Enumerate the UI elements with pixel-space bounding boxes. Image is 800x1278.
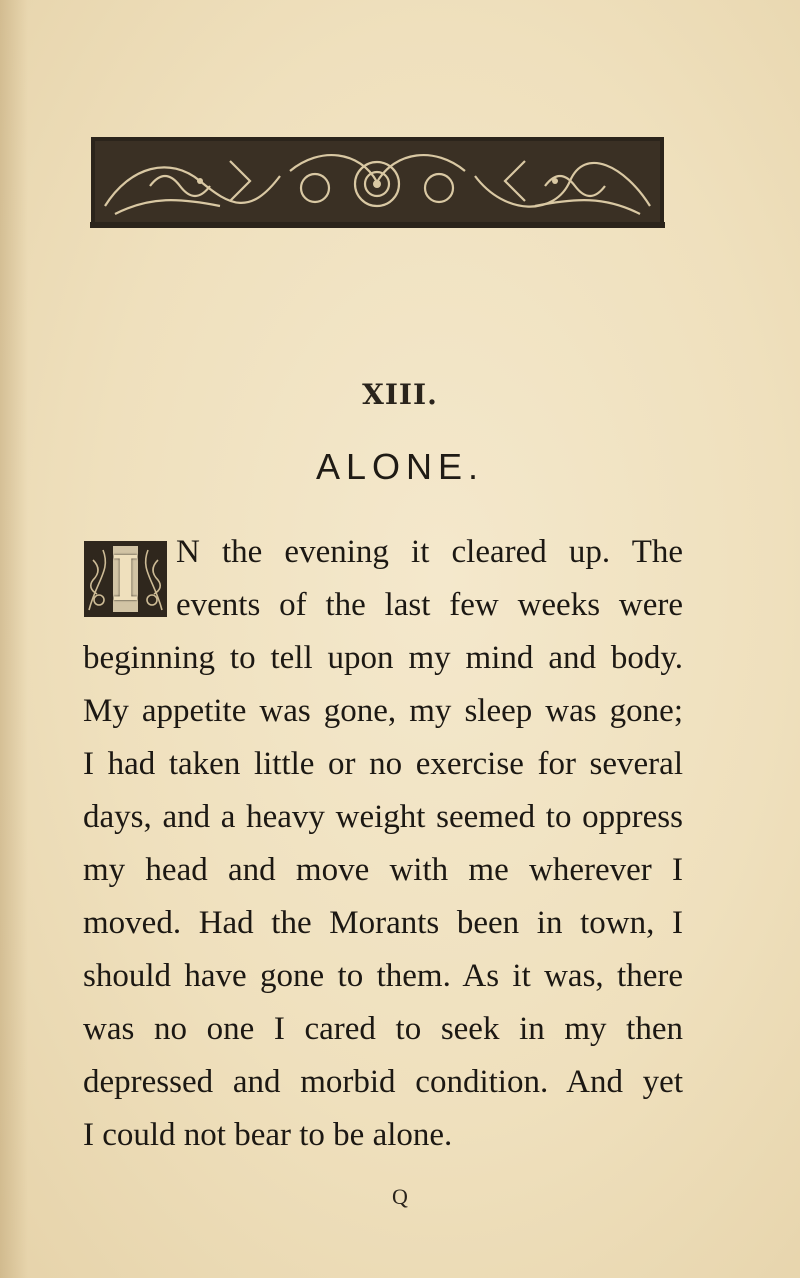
- text-line: moved. Had the Morants been in town, I: [83, 905, 683, 941]
- text-line: beginning to tell upon my mind and body.: [83, 640, 683, 676]
- decorated-initial: [83, 540, 168, 618]
- signature-mark: Q: [392, 1184, 408, 1209]
- headpiece-ornament-icon: [90, 136, 665, 228]
- text-line: I had taken little or no exercise for several: [83, 746, 683, 782]
- chapter-number: XIII.: [362, 378, 438, 411]
- text-line: events of the last few weeks were: [176, 587, 683, 623]
- text-line: my head and move with me wherever I: [83, 852, 683, 888]
- ornamental-headpiece: [90, 136, 665, 228]
- text-line: N the evening it cleared up. The: [176, 534, 683, 570]
- text-line: I could not bear to be alone.: [83, 1117, 453, 1153]
- page-gutter-shadow: [0, 0, 28, 1278]
- text-line: days, and a heavy weight seemed to oppress: [83, 799, 683, 835]
- text-line: should have gone to them. As it was, there: [83, 958, 683, 994]
- text-line: was no one I cared to seek in my then: [83, 1011, 683, 1047]
- text-line: My appetite was gone, my sleep was gone;: [83, 693, 683, 729]
- text-line: depressed and morbid condition. And yet: [83, 1064, 683, 1100]
- initial-letter: I: [110, 542, 140, 615]
- chapter-title: ALONE.: [315, 446, 485, 487]
